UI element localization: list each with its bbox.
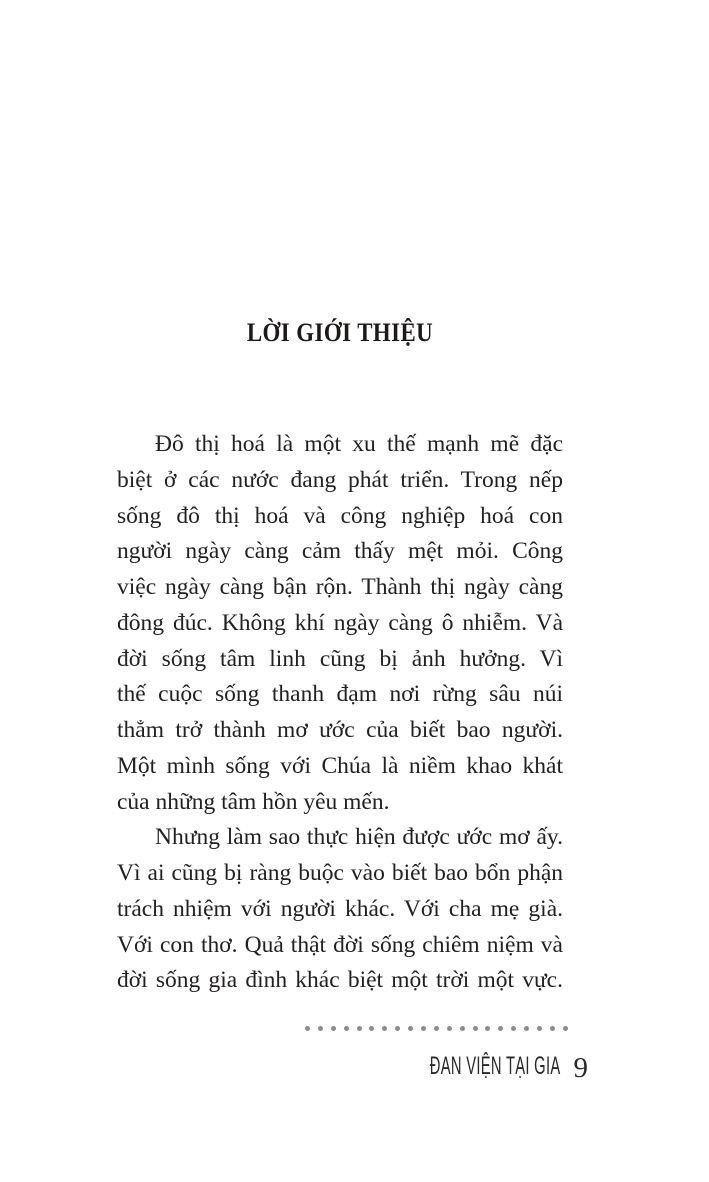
divider-dot bbox=[357, 1026, 362, 1031]
divider-dot bbox=[524, 1026, 529, 1031]
divider-dot bbox=[447, 1026, 452, 1031]
divider-dot bbox=[485, 1026, 490, 1031]
divider-dot bbox=[460, 1026, 465, 1031]
divider-dot bbox=[344, 1026, 349, 1031]
divider-dot bbox=[511, 1026, 516, 1031]
text-line: thế cuộc sống thanh đạm nơi rừng sâu núi bbox=[117, 681, 563, 708]
text-line: Đô thị hoá là một xu thế mạnh mẽ đặc bbox=[155, 431, 563, 457]
footer-book-title: ĐAN VIỆN TẠI GIA bbox=[429, 1052, 561, 1080]
divider-dot bbox=[395, 1026, 400, 1031]
divider-dot bbox=[421, 1026, 426, 1031]
divider-dot bbox=[331, 1026, 336, 1031]
footer-page-number: 9 bbox=[573, 1052, 588, 1084]
divider-dot bbox=[550, 1026, 555, 1031]
page-footer bbox=[339, 1049, 588, 1082]
divider-dot bbox=[434, 1026, 439, 1031]
text-line: Với con thơ. Quả thật đời sống chiêm niệm và bbox=[117, 931, 563, 958]
text-line: sống đô thị hoá và công nghiệp hoá con bbox=[117, 502, 563, 529]
dotted-divider bbox=[305, 1025, 568, 1031]
divider-dot bbox=[369, 1026, 374, 1031]
text-line: đông đúc. Không khí ngày càng ô nhiễm. Và bbox=[117, 609, 563, 636]
text-line: người ngày càng cảm thấy mệt mỏi. Công bbox=[117, 538, 563, 565]
text-line: Vì ai cũng bị ràng buộc vào biết bao bổn phận bbox=[117, 860, 563, 886]
text-line: trách nhiệm với người khác. Với cha mẹ già. bbox=[117, 895, 563, 922]
body-text-block bbox=[117, 427, 563, 999]
text-line: đời sống gia đình khác biệt một trời một vực. bbox=[117, 967, 563, 994]
divider-dot bbox=[563, 1026, 568, 1031]
text-line: Một mình sống với Chúa là niềm khao khát bbox=[117, 752, 563, 779]
divider-dot bbox=[537, 1026, 542, 1031]
text-line: của những tâm hồn yêu mến. bbox=[117, 788, 390, 815]
divider-dot bbox=[305, 1026, 310, 1031]
divider-dot bbox=[498, 1026, 503, 1031]
chapter-title: LỜI GIỚI THIỆU bbox=[246, 318, 434, 348]
divider-dot bbox=[318, 1026, 323, 1031]
text-line: thẳm trở thành mơ ước của biết bao người. bbox=[117, 717, 563, 743]
divider-dot bbox=[408, 1026, 413, 1031]
divider-dot bbox=[473, 1026, 478, 1031]
text-line: việc ngày càng bận rộn. Thành thị ngày càng bbox=[117, 574, 563, 600]
text-line: Nhưng làm sao thực hiện được ước mơ ấy. bbox=[155, 824, 563, 851]
text-line: đời sống tâm linh cũng bị ảnh hưởng. Vì bbox=[117, 645, 563, 672]
text-line: biệt ở các nước đang phát triển. Trong nếp bbox=[117, 466, 563, 493]
divider-dot bbox=[382, 1026, 387, 1031]
